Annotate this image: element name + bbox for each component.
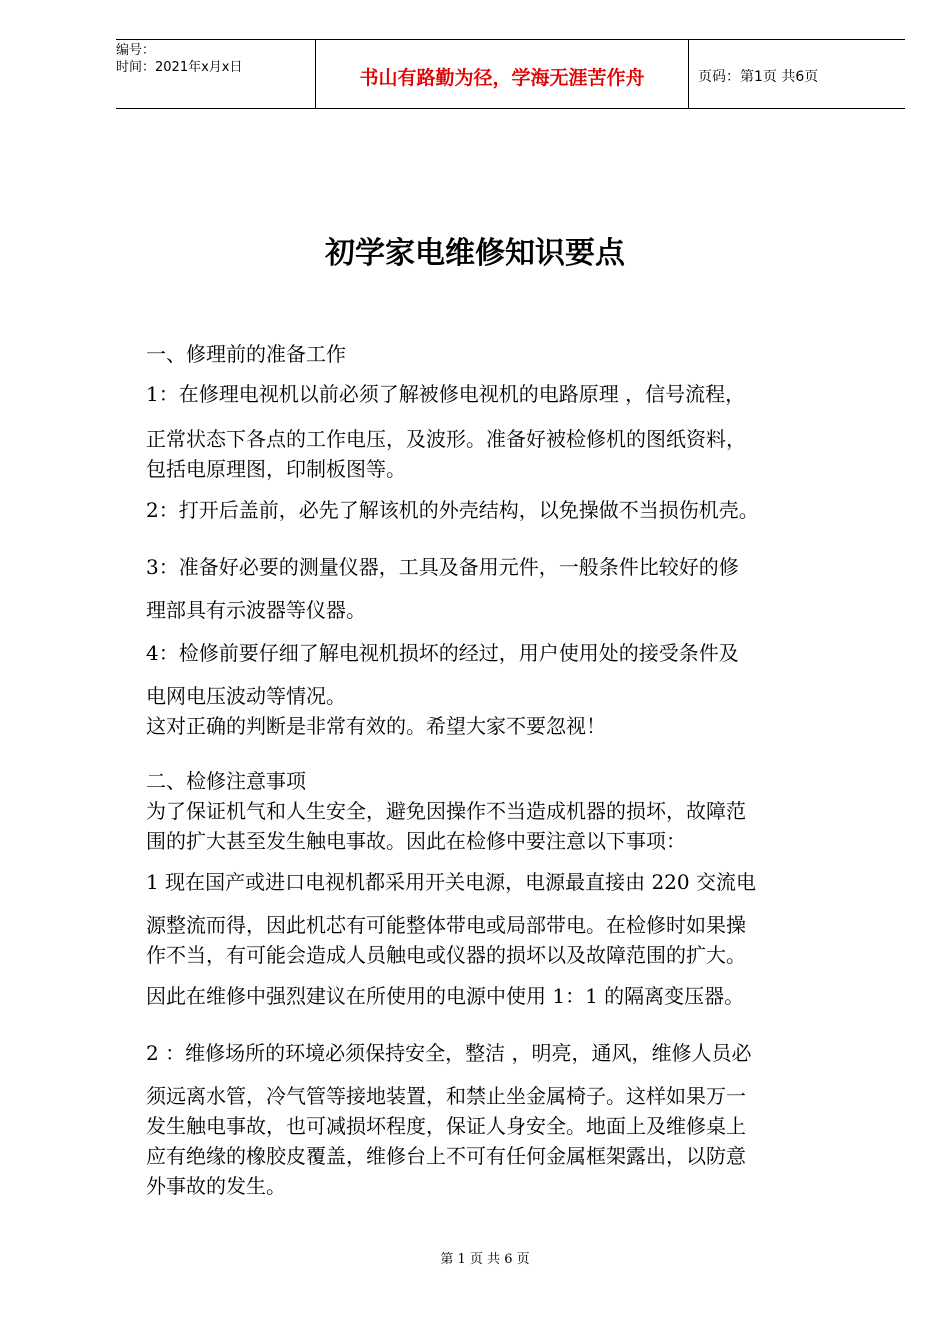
paragraph-line: 电网电压波动等情况。 — [146, 684, 346, 708]
number-label: 编号： — [116, 43, 156, 58]
paragraph-line: 为了保证机气和人生安全，避免因操作不当造成机器的损坏，故障范 — [146, 799, 746, 823]
page-header — [116, 39, 905, 109]
paragraph-line: 包括电原理图，印制板图等。 — [146, 457, 406, 481]
paragraph-line: 作不当，有可能会造成人员触电或仪器的损坏以及故障范围的扩大。 — [146, 943, 746, 967]
paragraph-line: 围的扩大甚至发生触电事故。因此在检修中要注意以下事项： — [146, 829, 686, 853]
paragraph-line: 1：在修理电视机以前必须了解被修电视机的电路原理 ，信号流程， — [146, 382, 746, 406]
time-label: 时间：2021年x月x日 — [116, 60, 243, 75]
paragraph-line: 理部具有示波器等仪器。 — [146, 598, 366, 622]
paragraph-line: 3：准备好必要的测量仪器，工具及备用元件，一般条件比较好的修 — [146, 555, 739, 579]
paragraph-line: 发生触电事故，也可减损坏程度，保证人身安全。地面上及维修桌上 — [146, 1114, 746, 1138]
paragraph-line: 这对正确的判断是非常有效的。希望大家不要忽视！ — [146, 714, 606, 738]
paragraph-line: 2 ：维修场所的环境必须保持安全，整洁 ，明亮，通风，维修人员必 — [146, 1041, 752, 1065]
section-heading: 一、修理前的准备工作 — [146, 342, 346, 366]
paragraph-line: 源整流而得，因此机芯有可能整体带电或局部带电。在检修时如果操 — [146, 913, 746, 937]
paragraph-line: 须远离水管，冷气管等接地装置，和禁止坐金属椅子。这样如果万一 — [146, 1084, 746, 1108]
paragraph-line: 2：打开后盖前，必先了解该机的外壳结构，以免操做不当损伤机壳。 — [146, 498, 759, 522]
paragraph-line: 外事故的发生。 — [146, 1174, 286, 1198]
section-heading: 二、检修注意事项 — [146, 769, 306, 793]
paragraph-line: 应有绝缘的橡胶皮覆盖，维修台上不可有任何金属框架露出，以防意 — [146, 1144, 746, 1168]
paragraph-line: 因此在维修中强烈建议在所使用的电源中使用 1：1 的隔离变压器。 — [146, 984, 745, 1008]
header-meta — [116, 40, 315, 108]
page-footer: 第 1 页 共 6 页 — [440, 1252, 530, 1267]
document-title: 初学家电维修知识要点 — [325, 236, 625, 271]
header-page-info: 页码：第1页 共6页 — [698, 69, 819, 85]
paragraph-line: 正常状态下各点的工作电压，及波形。准备好被检修机的图纸资料， — [146, 427, 746, 451]
paragraph-line: 1 现在国产或进口电视机都采用开关电源，电源最直接由 220 交流电 — [146, 870, 756, 894]
paragraph-line: 4：检修前要仔细了解电视机损坏的经过，用户使用处的接受条件及 — [146, 641, 739, 665]
header-motto: 书山有路勤为径，学海无涯苦作舟 — [315, 40, 689, 108]
